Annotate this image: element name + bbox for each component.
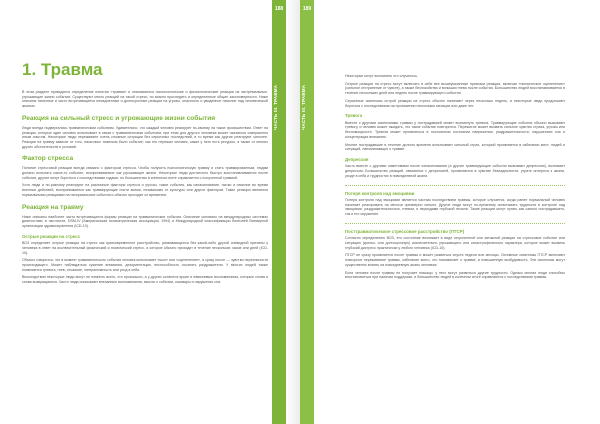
heading-stress-factor: Фактор стресса [22, 155, 74, 163]
paragraph: ВОЗ определяет острые реакции на стресс как кратковременное расстройство, развивающееся без какой-либо другой очевидной причины у человека в ответ на исключительный физический и психический стресс, и которое обычно проходит в течение нескольких часов или дней (ICD-10). [22, 241, 268, 255]
right-page-band [300, 0, 314, 424]
gutter-shadow-left [286, 0, 300, 424]
heading-depression: Депрессия [345, 156, 369, 162]
heading-ptsd: Посттравматическое стрессовое расстройство (ПТСР) [345, 228, 465, 234]
intro-paragraph: В этом разделе приводятся определение понятия «травма» и описываются психологические и физиологические реакции на экстремальные, угрожающие жизни события. Существуют много реакций на такой стресс, но можно проследить и определенные общие закономерности. Ниже описаны типичные и часто встречающиеся немедленные и долгосрочные реакции на угрозы, опасность и увиденное насилие над человеческой жизнью. [22, 90, 268, 109]
paragraph: Хотя люди и по-разному реагируют на различные факторы стресса и угрозы, такие события, как изнасилование, пытки и насилие во время военных действий, воспринимаются как травмирующие почти всеми, независимо от культуры или других факторов. Такие реакции являются нормальными реакциями на ненормальные события и обычно проходят со временем. [22, 183, 268, 197]
right-page-number: 189 [302, 6, 312, 12]
paragraph: Согласно определению ВОЗ, это состояние возникает в виде отсроченной или затяжной реакции на стрессовое событие или ситуацию (кратко- или долгосрочную) исключительно угрожающего или катастрофического характера, которое может вызвать глубокий дистресс практически у любого человека (ICD-10). [345, 236, 565, 250]
paragraph: Часто вместе с другими симптомами после изнасилования (а другие травмирующие события вызывают депрессию), возникает депрессия. Большинство реакций, связанных с депрессией, проявляются в чувстве безнадежности, утрате интереса к жизни, уходе в себя и трудностях в повседневной жизни. [345, 164, 565, 178]
paragraph: Серьезные симптомы острой реакции на стресс обычно начинают через несколько недель, и некоторые люди продолжают бороться с последствиями на протяжении нескольких месяцев или даже лет. [345, 98, 565, 108]
paragraph: Ниже описаны наиболее часто встречающиеся формы реакции на травматические события. Описание основано на международных системах диагностики, в частности, DSM-IV (Американская психиатрическая ассоциация, 1994) и Международной классификации болезней Всемирной организации здравоохранения (ICD-10). [22, 214, 268, 228]
paragraph: Люди всегда подвергались травматическим событиям. Удивительно, что каждый человек реагирует по-своему на такие происшествия. Ответ на реакции, которые один человек испытывает в связи с травматическим событием, при этом для другого человека может оказаться совершенно иным опытом. Некоторые люди переживают очень сложные ситуации без серьезных последствий, в то время как другие реагируют сильнее. Реакции на травму зависят от того, насколько тяжелым было событие, как его пережил человек, какие у него есть ресурсы, а также от многих других обстоятельств и условий. [22, 125, 268, 149]
heading-reactions: Реакция на сильный стресс и угрожающие жизни события [22, 114, 216, 122]
heading-trauma-reaction: Реакция на травму [22, 203, 84, 211]
heading-emotion-control: Потеря контроля над эмоциями [345, 190, 415, 196]
left-page-number: 188 [274, 6, 284, 12]
right-text-column [345, 74, 565, 283]
dotted-divider [345, 223, 565, 224]
paragraph: Если человек после травмы не получает помощи, у него могут развиться другие трудности. Однако многие люди способны восстановиться при наличии поддержки, и большинство людей в конечном итоге справляются с последствиями травмы. [345, 270, 565, 280]
paragraph: Обычно говорится, что в момент травматического события человек испытывает «шок» или «оцепенение», а сразу после — чувство нереальности происходящего. Может наблюдаться сужение внимания, дезориентация, неспособность осознать раздражители. У многих людей также появляются тревога, гнев, отчаяние, гиперактивность или уход в себя. [22, 258, 268, 272]
right-band-label: ЧАСТЬ III. ТРАВМА [301, 84, 306, 130]
paragraph: Потеря контроля над эмоциями является частым последствием травмы, которое случается, когда ранее нормальный человек начинает реагировать на мелочи чрезмерно сильно. Другие люди могут по-прежнему испытывать трудности в контроле над эмоциями, раздражительностью, гневом, и периодами глубокой печали. Такие реакции могут пугать как самого пострадавшего, так и его окружение. [345, 198, 565, 217]
paragraph: ПТСР не сразу проявляется после травмы и может развиться спустя недели или месяцы. Основные симптомы ПТСР включают повторное переживание травмы, избегание всего, что напоминает о травме, и повышенную возбудимость. Эти симптомы могут существенно влиять на повседневную жизнь человека. [345, 253, 565, 267]
paragraph: Впоследствии некоторые люди могут не помнить всего, что произошло, а у других остаются яркие и навязчивые воспоминания, которые снова и снова возвращаются. Часто люди описывают внезапные воспоминания, мысли о событии, кошмары и нарушения сна. [22, 275, 268, 285]
heading-acute: Острые реакции на стресс [22, 233, 81, 239]
paragraph: Некоторые могут вспомнить что случилось. [345, 74, 418, 78]
dotted-divider [345, 185, 565, 186]
paragraph: Многие пострадавшие в течение долгого времени испытывают сильный страх, который проявляется в избегании мест, людей и ситуаций, напоминающих о травме. [345, 142, 565, 152]
left-band-label: ЧАСТЬ III. ТРАВМА [273, 84, 278, 130]
paragraph: Понятие стрессовой реакции всегда связано с фактором стресса. Чтобы получить психологическую травму и стать травмированным, людям должно испытать какое-то событие, воспринимаемое как угрожающее жизни. Некоторые люди достаточно быстро восстанавливаются после события, другие могут бороться с последствиями годами, но большинство в конечном счете справляется с полученной травмой. [22, 166, 268, 180]
heading-anxiety: Тревога [345, 113, 363, 119]
paragraph: Острые реакции на стресс могут включать в себя все вышеуказанные признаки реакции, включая «психическое оцепенение» (сильное отстранение от чувств), а также беспокойство и вспышки гнева после события. Большинство людей восстанавливается в течение нескольких дней или недель после травмирующего события. [345, 81, 565, 96]
left-page-band [272, 0, 286, 424]
chapter-title: 1. Травма [22, 60, 103, 79]
left-text-column [22, 90, 268, 288]
paragraph: Вместе с другими симптомами травмы у пострадавшей может возникнуть тревога. Травмирующие события обычно вызывают тревогу, и человек может ожидать, что такое событие повторится. Пережитое может вызвать сильное чувство страха, угрозы или беспомощности. Тревога может проявляться в постоянном состоянии напряжения, раздражительности, нарушениях сна и концентрации внимания. [345, 120, 565, 139]
